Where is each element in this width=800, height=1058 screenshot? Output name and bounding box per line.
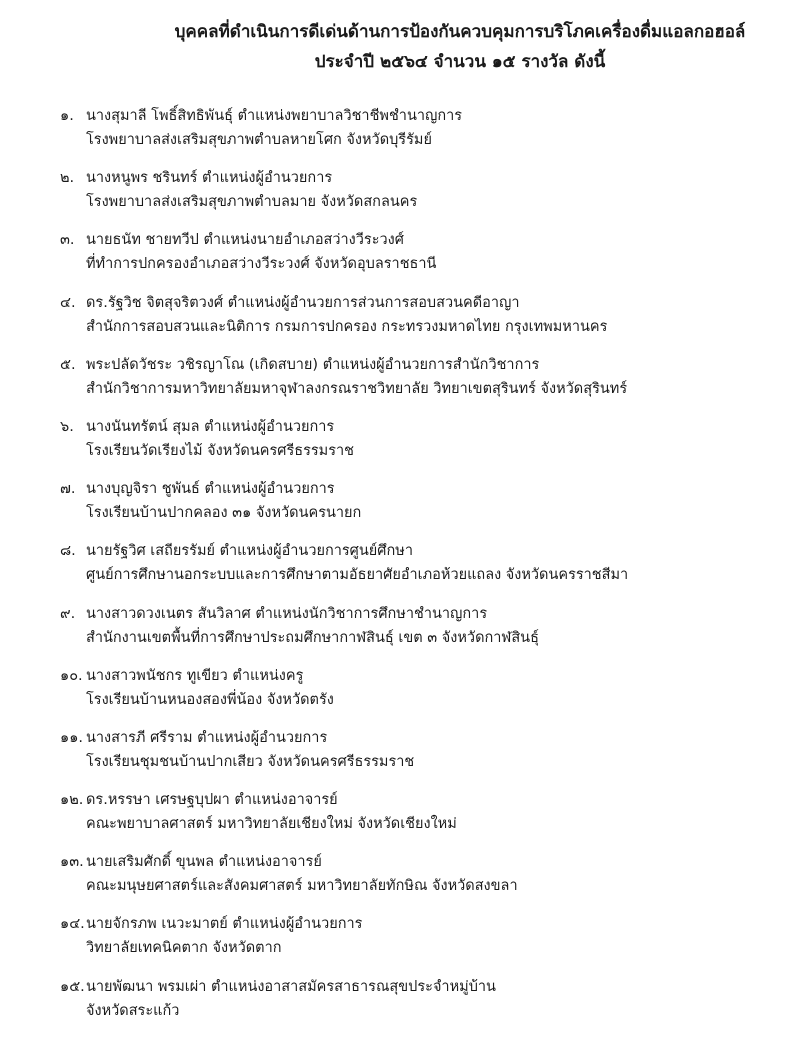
awardee-entry: [60, 664, 780, 726]
awardee-entry: [60, 850, 780, 912]
awardee-name-position: ดร.รัฐวิช จิตสุจริตวงศ์ ตำแหน่งผู้อำนวยการส่วนการสอบสวนคดีอาญา: [86, 294, 520, 311]
entry-number: ๘.: [60, 543, 76, 560]
awardee-organization: ที่ทำการปกครองอำเภอสว่างวีระวงศ์ จังหวัดอุบลราชธานี: [86, 256, 437, 273]
awardee-name-position: ดร.หรรษา เศรษฐบุปผา ตำแหน่งอาจารย์: [86, 792, 338, 809]
document-subtitle: ประจำปี ๒๕๖๔ จำนวน ๑๕ รางวัล ดังนี้: [314, 52, 606, 72]
entry-number: ๓.: [60, 232, 75, 249]
awardee-entry: [60, 912, 780, 974]
awardee-entry: [60, 166, 780, 228]
awardee-organization: โรงพยาบาลส่งเสริมสุขภาพตำบลมาย จังหวัดสกลนคร: [86, 194, 418, 211]
awardee-name-position: นางสารภี ศรีราม ตำแหน่งผู้อำนวยการ: [86, 729, 328, 746]
entry-number: ๑๓.: [60, 854, 84, 871]
awardee-entry: [60, 602, 780, 664]
entry-number: ๙.: [60, 605, 76, 622]
awardee-entry: [60, 415, 780, 477]
entry-number: ๑๐.: [60, 667, 83, 684]
awardee-entry: [60, 477, 780, 539]
awardee-organization: คณะมนุษยศาสตร์และสังคมศาสตร์ มหาวิทยาลัยทักษิณ จังหวัดสงขลา: [86, 878, 518, 895]
entry-number: ๗.: [60, 481, 76, 498]
document-title: บุคคลที่ดำเนินการดีเด่นด้านการป้องกันควบคุมการบริโภคเครื่องดื่มแอลกอฮอล์: [174, 22, 746, 42]
entry-number: ๑๕.: [60, 978, 85, 995]
awardee-name-position: นางหนูพร ชรินทร์ ตำแหน่งผู้อำนวยการ: [86, 170, 333, 187]
awardee-name-position: นางสาวดวงเนตร สันวิลาศ ตำแหน่งนักวิชาการศึกษาชำนาญการ: [86, 605, 488, 622]
awardee-name-position: นางนันทรัตน์ สุมล ตำแหน่งผู้อำนวยการ: [86, 418, 335, 435]
awardee-organization: คณะพยาบาลศาสตร์ มหาวิทยาลัยเชียงใหม่ จังหวัดเชียงใหม่: [86, 816, 457, 833]
awardee-organization: โรงเรียนวัดเรียงไม้ จังหวัดนครศรีธรรมราช: [86, 442, 354, 459]
entry-number: ๑๑.: [60, 729, 84, 746]
awardee-name-position: นางสาวพนัชกร ทูเขียว ตำแหน่งครู: [86, 667, 304, 684]
awardee-entry: [60, 975, 780, 1037]
awardee-entry: [60, 104, 780, 166]
awardee-name-position: นายรัฐวิศ เสถียรรัมย์ ตำแหน่งผู้อำนวยการศูนย์ศึกษา: [86, 543, 413, 560]
entry-number: ๔.: [60, 294, 76, 311]
awardee-name-position: นายธนัท ชายทวีป ตำแหน่งนายอำเภอสว่างวีระวงศ์: [86, 232, 404, 249]
awardee-name-position: พระปลัดวัชระ วชิรญาโณ (เกิดสบาย) ตำแหน่งผู้อำนวยการสำนักวิชาการ: [86, 356, 540, 373]
awardee-name-position: นางบุญจิรา ชูพันธ์ ตำแหน่งผู้อำนวยการ: [86, 481, 335, 498]
awardee-name-position: นายพัฒนา พรมเผ่า ตำแหน่งอาสาสมัครสาธารณสุขประจำหมู่บ้าน: [86, 978, 496, 995]
entry-number: ๕.: [60, 356, 76, 373]
awardee-entry: [60, 291, 780, 353]
awardee-name-position: นางสุมาลี โพธิ์สิทธิพันธุ์ ตำแหน่งพยาบาลวิชาชีพชำนาญการ: [86, 108, 463, 124]
awardee-entry: [60, 539, 780, 601]
awardee-organization: โรงเรียนบ้านหนองสองพี่น้อง จังหวัดตรัง: [86, 691, 334, 708]
awardee-organization: โรงเรียนบ้านปากคลอง ๓๑ จังหวัดนครนายก: [86, 505, 362, 522]
entry-number: ๖.: [60, 418, 74, 435]
entry-number: ๑๒.: [60, 792, 84, 809]
awardee-organization: โรงพยาบาลส่งเสริมสุขภาพตำบลหายโศก จังหวัดบุรีรัมย์: [86, 132, 432, 148]
awardee-name-position: นายเสริมศักดิ์ ขุนพล ตำแหน่งอาจารย์: [86, 854, 322, 871]
awardee-entry: [60, 353, 780, 415]
entry-number: ๑๔.: [60, 916, 85, 933]
awardee-organization: ศูนย์การศึกษานอกระบบและการศึกษาตามอัธยาศัยอำเภอห้วยแถลง จังหวัดนครราชสีมา: [86, 567, 629, 584]
entry-number: ๑.: [60, 108, 74, 124]
awardee-organization: จังหวัดสระแก้ว: [86, 1002, 180, 1019]
awardee-organization: สำนักวิชาการมหาวิทยาลัยมหาจุฬาลงกรณราชวิทยาลัย วิทยาเขตสุรินทร์ จังหวัดสุรินทร์: [86, 380, 628, 397]
awardee-organization: โรงเรียนชุมชนบ้านปากเสียว จังหวัดนครศรีธรรมราช: [86, 753, 415, 770]
awardee-name-position: นายจักรภพ เนวะมาตย์ ตำแหน่งผู้อำนวยการ: [86, 916, 363, 933]
awardee-organization: สำนักการสอบสวนและนิติการ กรมการปกครอง กระทรวงมหาดไทย กรุงเทพมหานคร: [86, 318, 608, 335]
entry-number: ๒.: [60, 170, 75, 187]
awardee-organization: สำนักงานเขตพื้นที่การศึกษาประถมศึกษากาฬสินธุ์ เขต ๓ จังหวัดกาฬสินธุ์: [86, 629, 539, 646]
awardee-entry: [60, 228, 780, 290]
awardee-entry: [60, 788, 780, 850]
awardee-list: [60, 104, 780, 1037]
awardee-entry: [60, 726, 780, 788]
awardee-organization: วิทยาลัยเทคนิคตาก จังหวัดตาก: [86, 940, 282, 957]
